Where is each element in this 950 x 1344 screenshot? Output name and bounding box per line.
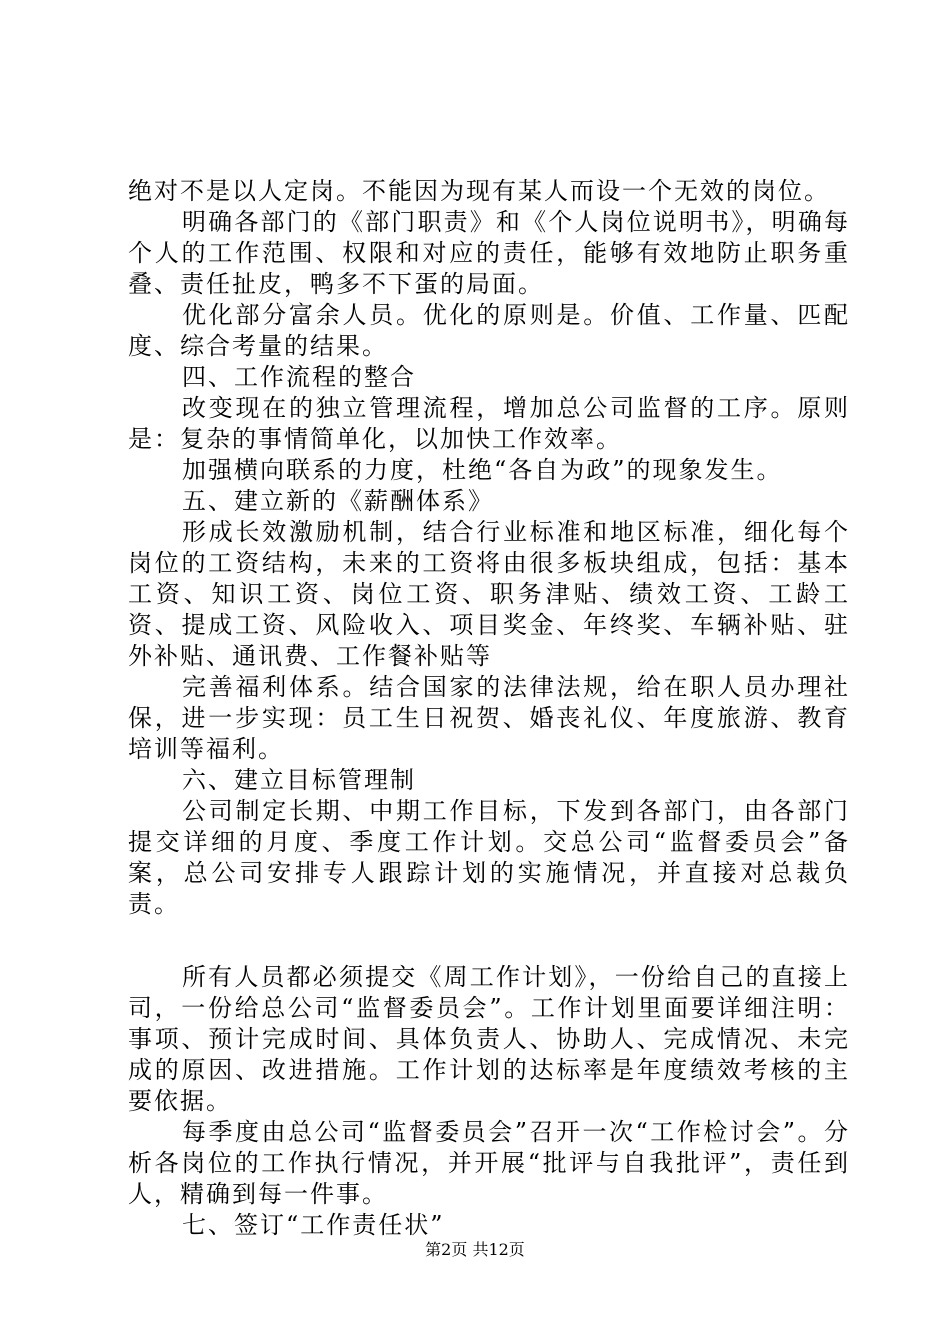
document-body — [128, 176, 850, 1241]
paragraph: 绝对不是以人定岗。不能因为现有某人而设一个无效的岗位。 — [128, 177, 830, 205]
paragraph: 加强横向联系的力度，杜绝“各自为政”的现象发生。 — [182, 456, 783, 484]
paragraph: 所有人员都必须提交《周工作计划》，一份给自己的直接上司，一份给总公司“监督委员会”。工作计划里面要详细注明：事项、预计完成时间、具体负责人、协助人、完成情况、未完成的原因、改进措施。工作计划的达标率是年度绩效考核的主要依据。 — [128, 963, 850, 1115]
section-heading: 四、工作流程的整合 — [182, 363, 416, 391]
paragraph: 公司制定长期、中期工作目标，下发到各部门，由各部门提交详细的月度、季度工作计划。交总公司“监督委员会”备案，总公司安排专人跟踪计划的实施情况，并直接对总裁负责。 — [128, 797, 850, 918]
paragraph: 改变现在的独立管理流程，增加总公司监督的工序。原则是：复杂的事情简单化，以加快工作效率。 — [128, 394, 850, 453]
paragraph: 形成长效激励机制，结合行业标准和地区标准，细化每个岗位的工资结构，未来的工资将由很多板块组成，包括：基本工资、知识工资、岗位工资、职务津贴、绩效工资、工龄工资、提成工资、风险收入、项目奖金、年终奖、车辆补贴、驻外补贴、通讯费、工作餐补贴等 — [128, 518, 850, 670]
paragraph: 优化部分富余人员。优化的原则是。价值、工作量、匹配度、综合考量的结果。 — [128, 301, 850, 360]
section-heading: 七、签订“工作责任状” — [182, 1211, 445, 1239]
section-heading: 五、建立新的《薪酬体系》 — [182, 487, 494, 515]
paragraph-spacer — [128, 920, 850, 962]
page-number-footer: 第2页 共12页 — [425, 1240, 525, 1259]
paragraph: 完善福利体系。结合国家的法律法规，给在职人员办理社保，进一步实现：员工生日祝贺、婚丧礼仪、年度旅游、教育培训等福利。 — [128, 673, 850, 763]
paragraph: 每季度由总公司“监督委员会”召开一次“工作检讨会”。分析各岗位的工作执行情况，并开展“批评与自我批评”，责任到人，精确到每一件事。 — [128, 1118, 850, 1208]
paragraph: 明确各部门的《部门职责》和《个人岗位说明书》，明确每个人的工作范围、权限和对应的责任，能够有效地防止职务重叠、责任扯皮，鸭多不下蛋的局面。 — [128, 208, 850, 298]
section-heading: 六、建立目标管理制 — [182, 766, 416, 794]
